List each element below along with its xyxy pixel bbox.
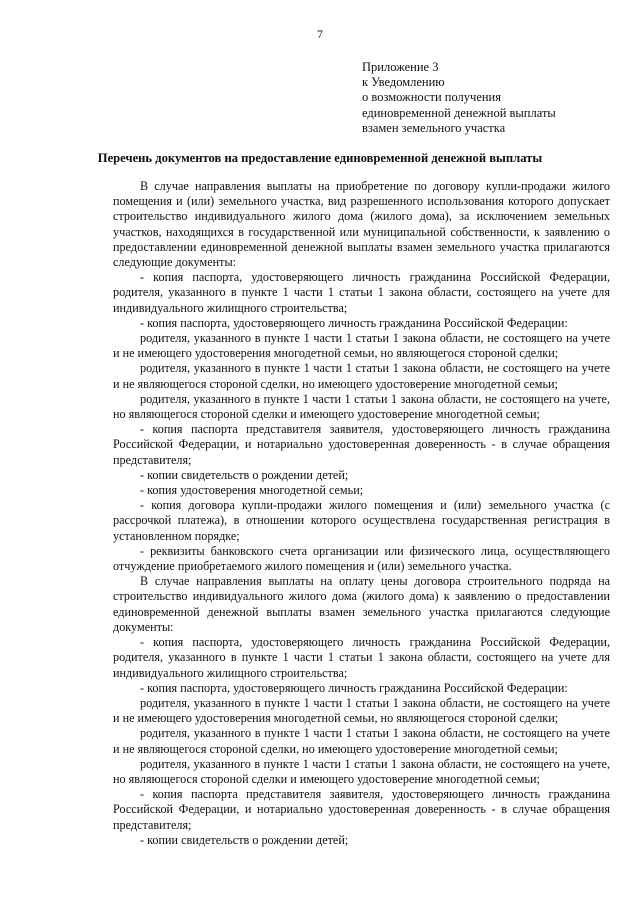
paragraph: родителя, указанного в пункте 1 части 1 статьи 1 закона области, не состоящего на учете, но являющегося стороной сделки и имеющего удостоверение многодетной семьи; [113,756,610,786]
paragraph: - копия договора купли-продажи жилого помещения и (или) земельного участка (с рассрочкой платежа), в отношении которого осуществлена государственная регистрация в установленном порядке; [113,498,610,543]
appendix-line: Приложение 3 [362,60,439,74]
appendix-line: о возможности получения [362,90,501,105]
appendix-line: к Уведомлению [362,75,445,90]
paragraph: - копия паспорта, удостоверяющего личность гражданина Российской Федерации: [140,680,568,695]
paragraph: родителя, указанного в пункте 1 части 1 статьи 1 закона области, не состоящего на учете и не являющегося стороной сделки, но имеющего удостоверение многодетной семьи; [113,361,610,391]
paragraph: - реквизиты банковского счета организации или физического лица, осуществляющего отчуждение приобретаемого жилого помещения и (или) земельного участка. [113,543,610,574]
appendix-block [362,60,622,136]
paragraph: - копия паспорта, удостоверяющего личность гражданина Российской Федерации, родителя, указанного в пункте 1 части 1 статьи 1 закона области, состоящего на учете для индивидуального жилищного строительства; [113,270,610,315]
paragraph: родителя, указанного в пункте 1 части 1 статьи 1 закона области, не состоящего на учете и не имеющего удостоверения многодетной семьи, но являющегося стороной сделки; [113,331,610,361]
appendix-line: взамен земельного участка [362,120,506,135]
paragraph: родителя, указанного в пункте 1 части 1 статьи 1 закона области, не состоящего на учете, но являющегося стороной сделки и имеющего удостоверение многодетной семьи; [113,391,610,422]
paragraph: родителя, указанного в пункте 1 части 1 статьи 1 закона области, не состоящего на учете и не являющегося стороной сделки, но имеющего удостоверение многодетной семьи; [113,726,610,756]
appendix-line: единовременной денежной выплаты [362,105,556,120]
paragraph: - копии свидетельств о рождении детей; [140,832,349,847]
paragraph: - копия паспорта представителя заявителя, удостоверяющего личность гражданина Российской Федерации, и нотариально удостоверенная доверенность - в случае обращения представителя; [113,787,610,832]
paragraph: родителя, указанного в пункте 1 части 1 статьи 1 закона области, не состоящего на учете и не имеющего удостоверения многодетной семьи, но являющегося стороной сделки; [113,695,610,726]
paragraph: - копия паспорта, удостоверяющего личность гражданина Российской Федерации: [140,315,568,330]
paragraph: - копия паспорта, удостоверяющего личность гражданина Российской Федерации, родителя, указанного в пункте 1 части 1 статьи 1 закона области, состоящего на учете для индивидуального жилищного строительства; [113,635,610,680]
document-title: Перечень документов на предоставление единовременной денежной выплаты [97,151,543,165]
paragraph: - копия удостоверения многодетной семьи; [140,483,364,498]
paragraph: В случае направления выплаты на оплату цены договора строительного подряда на строительство индивидуального жилого дома (жилого дома) к заявлению о предоставлении единовременной денежной выплаты взамен земельного участка прилагаются следующие документы: [113,574,610,634]
paragraph: - копия паспорта представителя заявителя, удостоверяющего личность гражданина Российской Федерации, и нотариально удостоверенная доверенность - в случае обращения представителя; [113,422,610,467]
paragraph: - копии свидетельств о рождении детей; [140,467,349,482]
page-number: 7 [317,27,323,41]
document-body [113,179,610,848]
paragraph: В случае направления выплаты на приобретение по договору купли-продажи жилого помещения и (или) земельного участка, вид разрешенного использования которого допускает строительство индивидуального жилого дома (жилого дома), за исключением земельных участков, находящихся в государственной или муниципальной собственности, к заявлению о предоставлении единовременной денежной выплаты взамен земельного участка прилагаются следующие документы: [113,179,610,270]
